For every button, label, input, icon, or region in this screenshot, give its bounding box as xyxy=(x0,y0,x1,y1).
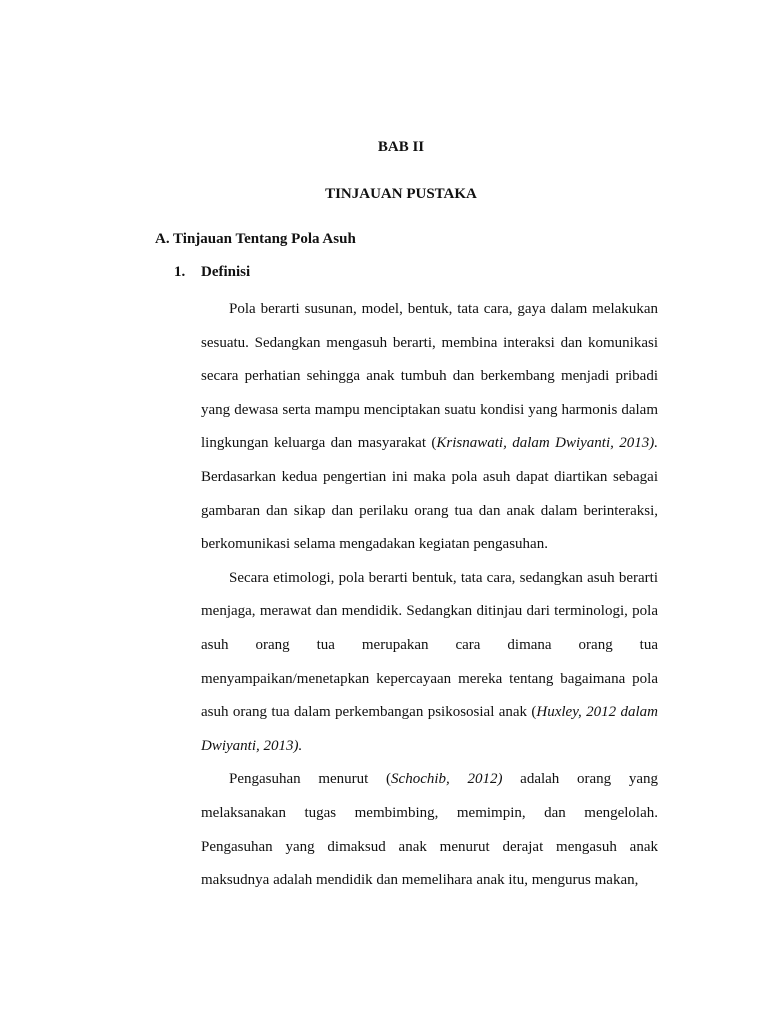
citation: Krisnawati, dalam Dwiyanti, 2013). xyxy=(436,435,658,452)
citation: Schochib, 2012) xyxy=(391,771,503,788)
paragraph-text: Pola berarti susunan, model, bentuk, tata cara, gaya dalam melakukan sesuatu. Sedangkan mengasuh berarti, membina interaksi dan komunikasi secara perhatian sehingga anak tumbuh dan berkembang menjadi pribadi yang dewasa serta mampu menciptakan suatu kondisi yang harmonis dalam lingkungan keluarga dan masyarakat ( xyxy=(201,301,658,452)
paragraph-caregiving xyxy=(201,763,658,897)
paragraph-text: Pengasuhan menurut ( xyxy=(229,771,392,788)
chapter-number: BAB II xyxy=(377,139,425,155)
paragraph-text: adalah orang yang melaksanakan tugas membimbing, memimpin, dan mengelolah. Pengasuhan yang dimaksud anak menurut derajat mengasuh anak maksudnya adalah mendidik dan memelihara anak itu, mengurus makan, xyxy=(201,771,659,889)
body-text xyxy=(201,293,658,898)
chapter-title: TINJAUAN PUSTAKA xyxy=(325,186,477,202)
citation: Huxley, 2012 dalam Dwiyanti, 2013). xyxy=(201,704,658,754)
paragraph-text: Berdasarkan kedua pengertian ini maka pola asuh dapat diartikan sebagai gambaran dan sikap dan perilaku orang tua dan anak dalam berinteraksi, berkomunikasi selama mengadakan kegiatan pengasuhan. xyxy=(201,468,658,553)
paragraph-text: Secara etimologi, pola berarti bentuk, tata cara, sedangkan asuh berarti menjaga, merawat dan mendidik. Sedangkan ditinjau dari terminologi, pola asuh orang tua merupakan cara dimana orang tua menyampaikan/menetapkan kepercayaan mereka tentang bagaimana pola asuh orang tua dalam perkembangan psikososial anak ( xyxy=(201,569,658,721)
subsection-number: 1. xyxy=(174,264,186,280)
subsection-heading: Definisi xyxy=(201,264,251,280)
paragraph-etymology xyxy=(201,562,658,764)
section-heading: A. Tinjauan Tentang Pola Asuh xyxy=(155,231,356,247)
paragraph-definition xyxy=(201,293,658,562)
